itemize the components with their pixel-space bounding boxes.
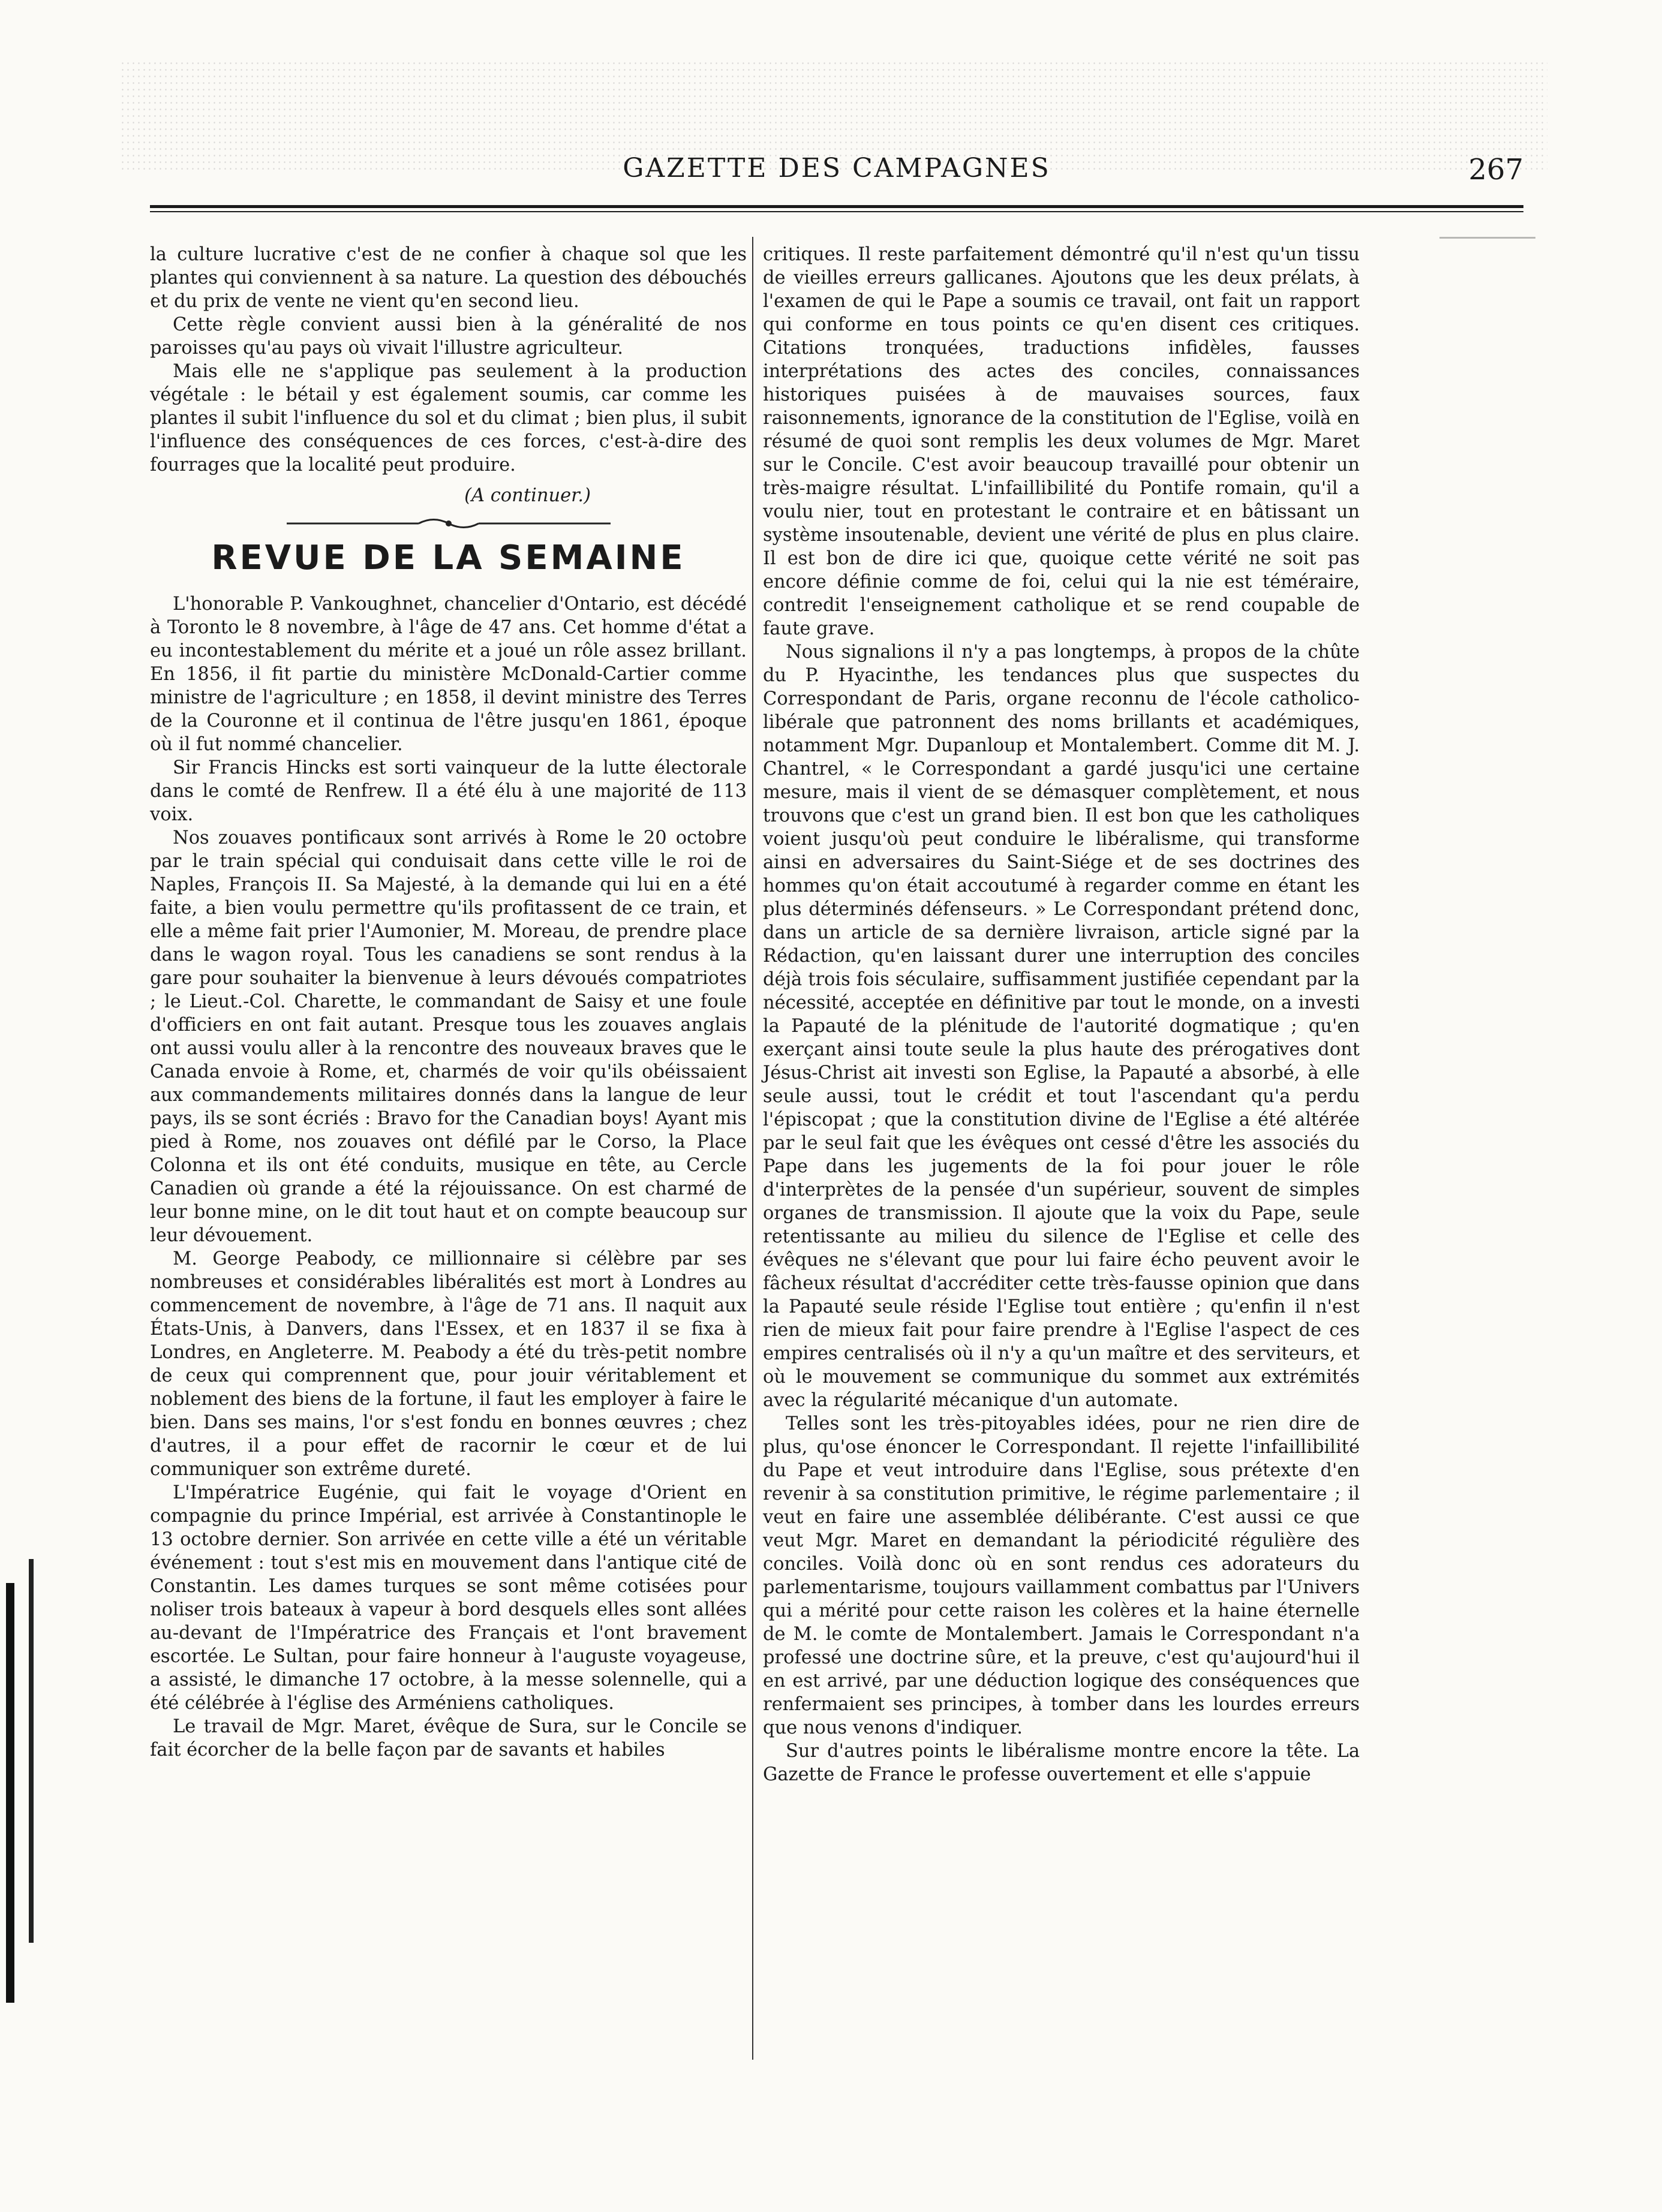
article-paragraph: Cette règle convient aussi bien à la généralité de nos paroisses qu'au pays où vivait l'illustre agriculteur. xyxy=(150,314,747,359)
ornament-divider-icon xyxy=(281,514,617,532)
news-item: Nos zouaves pontificaux sont arrivés à Rome le 20 octobre par le train spécial qui conduisait dans cette ville le roi de Naples, François II. Sa Majesté, à la demande qui lui en a été faite, a bien voulu permettre qu'ils profitassent de ce train, et elle a même fait prier l'Aumonier, M. Moreau, de prendre place dans le wagon royal. Tous les canadiens se sont rendus à la gare pour souhaiter la bienvenue à leurs dévoués compatriotes ; le Lieut.-Col. Charette, le commandant de Saisy et une foule d'officiers en ont fait autant. Presque tous les zouaves anglais ont aussi voulu aller à la rencontre des nouveaux braves que le Canada envoie à Rome, et, charmés de voir qu'ils obéissaient aux commandements militaires donnés dans la langue de leur pays, ils se sont écriés : Bravo for the Canadian boys! Ayant mis pied à Rome, nos zouaves ont défilé par le Corso, la Place Colonna et ils ont été conduits, musique en tête, au Cercle Canadien où grande a été la réjouissance. On est charmé de leur bonne mine, on le dit tout haut et on compte beaucoup sur leur dévouement. xyxy=(150,827,747,1246)
header-rule-thick xyxy=(150,205,1523,208)
news-item: Nous signalions il n'y a pas longtemps, à propos de la chûte du P. Hyacinthe, les tendances plus que suspectes du Correspondant de Paris, organe reconnu de l'école catholico-libérale que patronnent des noms brillants et académiques, notamment Mgr. Dupanloup et Montalembert. Comme dit M. J. Chantrel, « le Correspondant a gardé jusqu'ici une certaine mesure, mais il vient de se démasquer complètement, et nous trouvons que c'est un grand bien. Il est bon que les catholiques voient jusqu'où peut conduire le libéralisme, qui transforme ainsi en adversaires du Saint-Siége et de ses doctrines des hommes qu'on était accoutumé à regarder comme en étant les plus déterminés défenseurs. » Le Correspondant prétend donc, dans un article de sa dernière livraison, article signé par la Rédaction, qu'en laissant durer une interruption des conciles déjà trois fois séculaire, suffisamment justifiée cependant par la nécessité, acceptée en définitive par tout le monde, on a investi la Papauté de la plénitude de l'autorité dogmatique ; qu'en exerçant ainsi toute seule la plus haute des prérogatives dont Jésus-Christ ait investi son Eglise, la Papauté a absorbé, à elle seule aussi, tout le crédit et tout l'ascendant qu'a perdu l'épiscopat ; que la constitution divine de l'Eglise a été altérée par le seul fait que les évêques ont cessé d'être les associés du Pape dans les jugements de la foi pour jouer le rôle d'interprètes de la pensée d'un supérieur, souvent de simples organes de transmission. Il ajoute que la voix du Pape, seule retentissante au milieu du silence de l'Eglise et celle des évêques ne s'élevant que pour lui faire écho peuvent avoir le fâcheux résultat d'accréditer cette très-fausse opinion que dans la Papauté seule réside l'Eglise tout entière ; qu'enfin il n'est rien de mieux fait pour faire prendre à l'Eglise l'aspect de ces empires centralisés où il n'y a qu'un maître et des serviteurs, et où le mouvement se communique du sommet aux extrémités avec la régularité mécanique d'un automate. xyxy=(763,642,1360,1411)
news-item: Sir Francis Hincks est sorti vainqueur de la lutte électorale dans le comté de Renfrew. Il a été élu à une majorité de 113 voix. xyxy=(150,757,747,825)
news-item: Telles sont les très-pitoyables idées, pour ne rien dire de plus, qu'ose énoncer le Correspondant. Il rejette l'infaillibilité du Pape et veut introduire dans l'Eglise, sous prétexte d'en revenir à sa constitution primitive, le régime parlementaire ; il veut en faire une assemblée délibérante. C'est aussi ce que veut Mgr. Maret en demandant la périodicité régulière des conciles. Voilà donc où en sont rendus ces adorateurs du parlementarisme, toujours vaillamment combattus par l'Univers qui a mérité pour cette raison les colères et la haine éternelle de M. le comte de Montalembert. Jamais le Correspondant n'a professé une doctrine sûre, et la preuve, c'est qu'aujourd'hui il en est arrivé, par une déduction logique des conséquences que renfermaient ses principes, à tomber dans les lourdes erreurs que nous venons d'indiquer. xyxy=(763,1413,1360,1738)
section-heading: REVUE DE LA SEMAINE xyxy=(211,538,686,577)
scan-edge-mark xyxy=(6,1583,14,2003)
news-item: Sur d'autres points le libéralisme montre encore la tête. La Gazette de France le professe ouvertement et elle s'appuie xyxy=(763,1741,1360,1785)
left-column xyxy=(150,243,747,2060)
news-item: Le travail de Mgr. Maret, évêque de Sura, sur le Concile se fait écorcher de la belle façon par de savants et habiles xyxy=(150,1716,747,1760)
newspaper-title: GAZETTE DES CAMPAGNES xyxy=(623,153,1051,183)
news-item: critiques. Il reste parfaitement démontré qu'il n'est qu'un tissu de vieilles erreurs gallicanes. Ajoutons que les deux prélats, à l'examen de qui le Pape a soumis ce travail, ont fait un rapport qui conforme en tous points ce qu'en disent ces critiques. Citations tronquées, traductions infidèles, fausses interprétations des actes des conciles, connaissances historiques puisées à de mauvaises sources, faux raisonnements, ignorance de la constitution de l'Eglise, voilà en résumé de quoi sont remplis les deux volumes de Mgr. Maret sur le Concile. C'est avoir beaucoup travaillé pour obtenir un très-maigre résultat. L'infaillibilité du Pontife romain, qu'il a voulu nier, tout en protestant le contraire et en bâtissant un système insoutenable, devient une vérité de plus en plus claire. Il est bon de dire ici que, quoique cette vérité ne soit pas encore définie comme de foi, celui qui la nie est téméraire, contredit l'enseignement catholique et se rend coupable de faute grave. xyxy=(763,244,1360,639)
page-number: 267 xyxy=(1468,153,1523,186)
continuation-note: (A continuer.) xyxy=(464,485,591,506)
news-item: L'Impératrice Eugénie, qui fait le voyage d'Orient en compagnie du prince Impérial, est arrivée à Constantinople le 13 octobre dernier. Son arrivée en cette ville a été un véritable événement : tout s'est mis en mouvement dans l'antique cité de Constantin. Les dames turques se sont même cotisées pour noliser trois bateaux à vapeur à bord desquels elles sont allées au-devant de l'Impératrice des Français et l'ont bravement escortée. Le Sultan, pour faire honneur à l'auguste voyageuse, a assisté, le dimanche 17 octobre, à la messe solennelle, qui a été célébrée à l'église des Arméniens catholiques. xyxy=(150,1482,747,1714)
scan-edge-mark xyxy=(29,1559,34,1943)
article-paragraph: la culture lucrative c'est de ne confier à chaque sol que les plantes qui conviennent à sa nature. La question des débouchés et du prix de vente ne vient qu'en second lieu. xyxy=(150,244,747,312)
article-paragraph: Mais elle ne s'applique pas seulement à la production végétale : le bétail y est également soumis, car comme les plantes il subit l'influence du sol et du climat ; bien plus, il subit l'influence des conséquences de ces forces, c'est-à-dire des fourrages que la localité peut produire. xyxy=(150,361,747,475)
news-item: M. George Peabody, ce millionnaire si célèbre par ses nombreuses et considérables libéralités est mort à Londres au commencement de novembre, à l'âge de 71 ans. Il naquit aux États-Unis, à Danvers, dans l'Essex, et en 1837 il se fixa à Londres, en Angleterre. M. Peabody a été du très-petit nombre de ceux qui comprennent que, pour jouir véritablement et noblement des biens de la fortune, il faut les employer à faire le bien. Dans ses mains, l'or s'est fondu en bonnes œuvres ; chez d'autres, il a pour effet de racornir le cœur et de lui communiquer son extrême dureté. xyxy=(150,1248,747,1480)
right-column xyxy=(763,243,1360,1814)
header-rule-thin xyxy=(150,211,1523,212)
page-header xyxy=(150,153,1523,186)
news-item: L'honorable P. Vankoughnet, chancelier d'Ontario, est décédé à Toronto le 8 novembre, à l'âge de 47 ans. Cet homme d'état a eu incontestablement du mérite et a joué un rôle assez brillant. En 1856, il fit partie du ministère McDonald-Cartier comme ministre de l'agriculture ; en 1858, il devint ministre des Terres de la Couronne et il continua de l'être jusqu'en 1861, époque où il fut nommé chancelier. xyxy=(150,594,747,755)
column-divider xyxy=(752,237,753,2060)
scan-artifact xyxy=(1439,237,1535,239)
